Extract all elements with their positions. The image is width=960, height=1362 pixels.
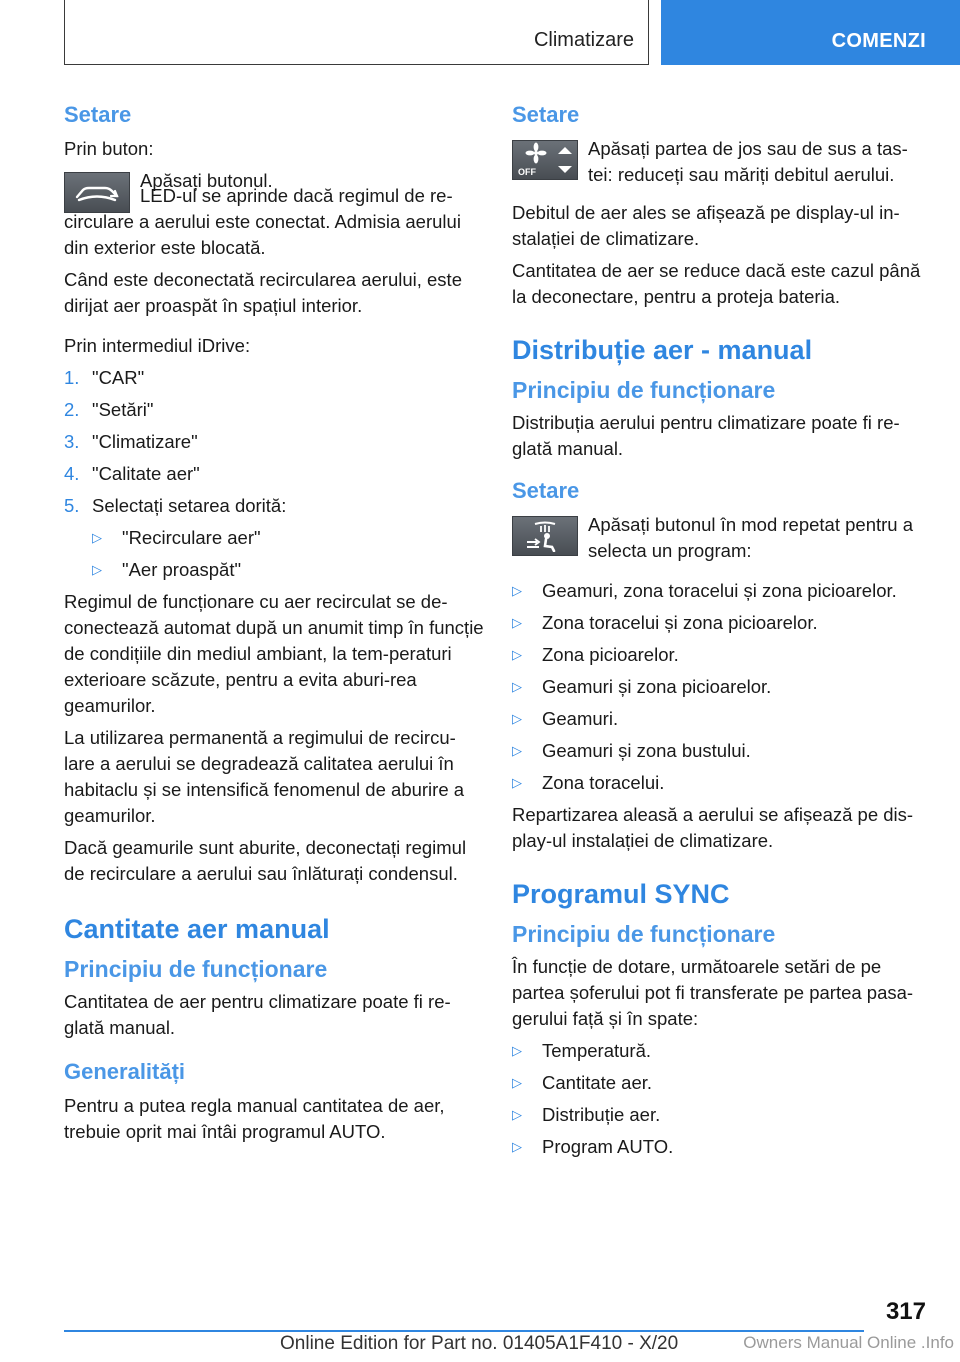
list-item [512,674,932,700]
sync-item-text: Temperatură. [542,1040,651,1061]
cand-text: Când este deconectată recircularea aerului, este dirijat aer proaspăt în spațiul interior. [64,269,462,316]
step-item [64,365,484,391]
step-text: "Calitate aer" [92,463,200,484]
triangle-bullet-icon: ▷ [512,615,522,630]
step-text: Selectați setarea dorită: [92,495,287,516]
program-text: Zona toracelui. [542,772,665,793]
list-item [92,557,484,583]
recirculation-car-icon [64,172,130,213]
list-item [512,1070,932,1096]
triangle-bullet-icon: ▷ [512,775,522,790]
option-text: "Recirculare aer" [122,527,261,548]
list-item [512,770,932,796]
sync-item-text: Program AUTO. [542,1136,674,1157]
program-text: Geamuri și zona bustului. [542,740,751,761]
list-item [512,610,932,636]
fan-instruction-text: Apăsați partea de jos sau de sus a tas-tei: reduceți sau măriți debitul aerului. [588,138,908,185]
setare-heading: Setare [512,102,580,127]
program-instruction-text: Apăsați butonul în mod repetat pentru a selecta un program: [588,514,913,561]
list-item [512,642,932,668]
step-number: 4. [64,463,80,484]
distributie-heading: Distribuție aer - manual [512,335,813,365]
header-chapter-box [64,0,649,65]
triangle-bullet-icon: ▷ [512,679,522,694]
cantitate-aer-heading: Cantitate aer manual [64,914,330,944]
step-item [64,397,484,423]
watermark-text: Owners Manual Online .Info [743,1333,954,1352]
step-item [64,429,484,455]
triangle-bullet-icon: ▷ [512,711,522,726]
list-item [92,525,484,551]
triangle-bullet-icon: ▷ [512,1139,522,1154]
prin-buton-text: Prin buton: [64,138,154,159]
generalitati-heading: Generalități [64,1059,186,1084]
fan-rocker-icon [512,140,578,180]
step-item [64,493,484,519]
sync-principiu-heading: Principiu de funcționare [512,921,776,947]
footer-divider [64,1330,864,1332]
list-item [512,738,932,764]
idrive-text: Prin intermediul iDrive: [64,335,251,356]
left-column [64,100,484,1151]
section-title: COMENZI [831,30,926,52]
program-text: Geamuri, zona toracelui și zona picioarelor. [542,580,897,601]
triangle-bullet-icon: ▷ [512,647,522,662]
sync-text: În funcție de dotare, următoarele setări de pe partea șoferului pot fi transferate pe partea pasa-gerului față și în spate: [512,956,914,1029]
triangle-bullet-icon: ▷ [512,743,522,758]
program-text: Geamuri și zona picioarelor. [542,676,772,697]
step-number: 1. [64,367,80,388]
cantitate-text: Cantitatea de aer se reduce dacă este cazul până la deconectare, pentru a proteja bateria. [512,260,921,307]
repartizare-text: Repartizarea aleasă a aerului se afișează pe dis-play-ul instalației de climatizare. [512,804,914,851]
step-text: "Setări" [92,399,154,420]
generalitati-text: Pentru a putea regla manual cantitatea de aer, trebuie oprit mai întâi programul AUTO. [64,1095,445,1142]
sync-heading: Programul SYNC [512,879,730,909]
step-number: 5. [64,495,80,516]
chapter-title: Climatizare [533,29,634,51]
apasati-butonul-text: Apăsați butonul. [140,170,273,191]
step-item [64,461,484,487]
air-distribution-icon [512,516,578,556]
program-text: Zona picioarelor. [542,644,679,665]
right-column [512,100,932,1166]
list-item [512,1102,932,1128]
step-text: "CAR" [92,367,145,388]
led-text: LED-ul se aprinde dacă regimul de re-circulare a aerului este conectat. Admisia aerului din exterior este blocată. [64,185,461,258]
sync-item-text: Cantitate aer. [542,1072,653,1093]
list-item [512,1134,932,1160]
distribution-button-row [512,512,932,564]
list-item [512,1038,932,1064]
page-number: 317 [885,1298,926,1325]
sub-options-list [92,525,484,583]
utilizare-text: La utilizarea permanentă a regimului de recircu-lare a aerului se degradează calitatea aerului în habitaclu și se intensifică fenomenul de aburire a geamurilor. [64,727,465,826]
step-text: "Climatizare" [92,431,198,452]
programs-list [512,578,932,796]
triangle-bullet-icon: ▷ [92,530,102,545]
step-number: 2. [64,399,80,420]
svg-text:OFF: OFF [518,167,536,177]
program-text: Geamuri. [542,708,619,729]
setare2-heading: Setare [512,478,580,503]
daca-text: Dacă geamurile sunt aburite, deconectați regimul de recirculare a aerului sau înlăturați condensul. [64,837,467,884]
principiu-heading: Principiu de funcționare [64,956,328,982]
step-number: 3. [64,431,80,452]
triangle-bullet-icon: ▷ [512,583,522,598]
program-text: Zona toracelui și zona picioarelor. [542,612,818,633]
triangle-bullet-icon: ▷ [512,1075,522,1090]
triangle-bullet-icon: ▷ [512,1107,522,1122]
regim-text: Regimul de funcționare cu aer recirculat se de-conectează automat după un anumit timp în funcție de condițiile din mediul ambiant, la tem-peraturi exterioare scăzute, pentru a evita aburi-rea geamurilor. [64,591,484,716]
list-item [512,706,932,732]
debit-text: Debitul de aer ales se afișează pe display-ul in-stalației de climatizare. [512,202,900,249]
triangle-bullet-icon: ▷ [512,1043,522,1058]
option-text: "Aer proaspăt" [122,559,242,580]
principiu-text: Cantitatea de aer pentru climatizare poate fi re-glată manual. [64,991,451,1038]
sync-item-text: Distribuție aer. [542,1104,661,1125]
list-item [512,578,932,604]
header-section-tab [661,0,960,65]
triangle-bullet-icon: ▷ [92,562,102,577]
principiu-heading: Principiu de funcționare [512,377,776,403]
edition-text: Online Edition for Part no. 01405A1F410 - X/20 [280,1333,679,1354]
fan-button-row [512,136,932,188]
setare-heading: Setare [64,102,132,127]
sync-items-list [512,1038,932,1160]
principiu-text: Distribuția aerului pentru climatizare poate fi re-glată manual. [512,412,900,459]
idrive-steps [64,365,484,519]
